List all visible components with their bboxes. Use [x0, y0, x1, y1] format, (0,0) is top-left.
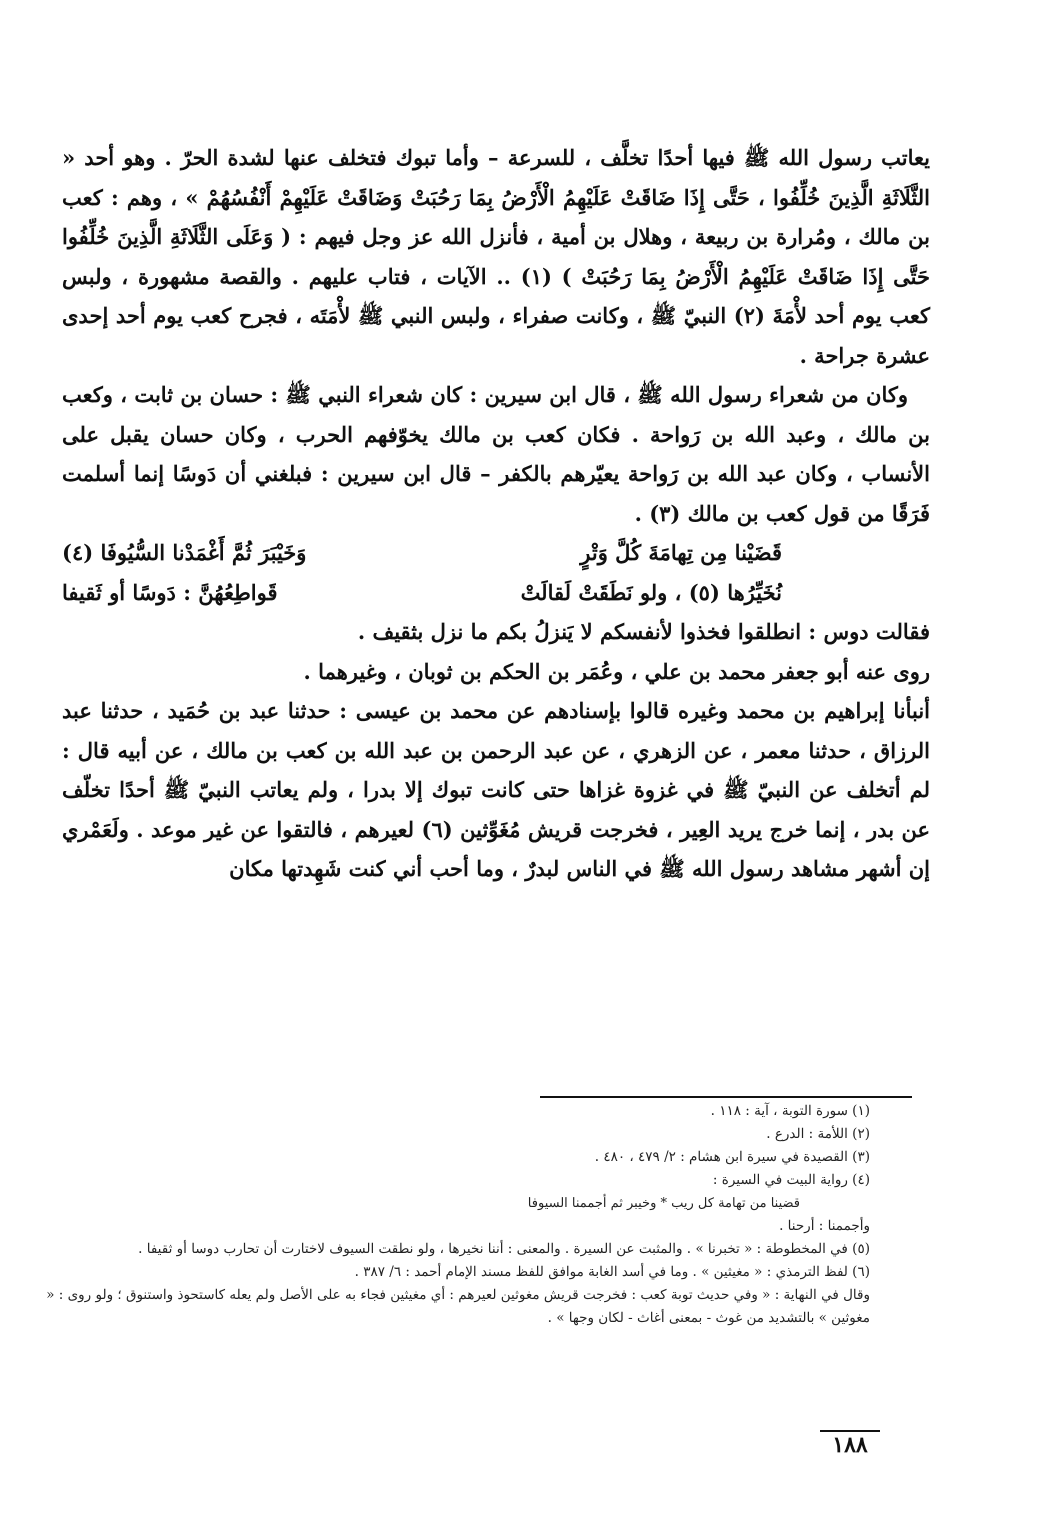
paragraph-4: روى عنه أبو جعفر محمد بن علي ، وعُمَر بن الحكم بن ثوبان ، وغيرهما .	[303, 658, 930, 684]
verse-2-second-hemistich: قَواطِعُهُنَّ : دَوسًا أو ثَقيفا	[62, 579, 278, 605]
main-text	[62, 138, 930, 889]
footnote-4-note: وأجممنا : أرحنا .	[779, 1218, 870, 1234]
paragraph-1: يعاتب رسول الله ﷺ فيها أحدًا تخلَّف ، للسرعة – وأما تبوك فتخلف عنها لشدة الحرّ . وهو أحد « الثَّلَاثَةِ الَّذِينَ خُلِّفُوا ، حَتَّى إِذَا ضَاقَتْ عَلَيْهِمُ الْأَرْضُ بِمَا رَحُبَتْ وَضَاقَتْ عَلَيْهِمْ أَنْفُسُهُمْ » ، وهم : كعب بن مالك ، ومُرارة بن ربيعة ، وهلال بن أمية ، فأنزل الله عز وجل فيهم : ( وَعَلَى الثَّلَاثَةِ الَّذِينَ خُلِّفُوا حَتَّى إِذَا ضَاقَتْ عَلَيْهِمُ الْأَرْضُ بِمَا رَحُبَتْ ) (١) .. الآيات ، فتاب عليهم . والقصة مشهورة ، ولبس كعب يوم أحد لأْمَةَ (٢) النبيّ ﷺ ، وكانت صفراء ، ولبس النبي ﷺ لأْمَتَه ، فجرح كعب يوم أحد إحدى عشرة جراحة .	[62, 145, 930, 368]
verse-1-second-hemistich: وَخَيْبَرَ ثُمَّ أَغْمَدْنا السُّيُوفَا (٤)	[62, 540, 307, 565]
paragraph-2: وكان من شعراء رسول الله ﷺ ، قال ابن سيرين : كان شعراء النبي ﷺ : حسان بن ثابت ، وكعب بن مالك ، وعبد الله بن رَواحة . فكان كعب بن مالك يخوّفهم الحرب ، وكان حسان يقبل على الأنساب ، وكان عبد الله بن رَواحة يعيّرهم بالكفر – قال ابن سيرين : فبلغني أن دَوسًا إنما أسلمت فَرَقًا من قول كعب بن مالك (٣) .	[62, 382, 930, 526]
footnote-5: (٥) في المخطوطة : « تخبرنا » . والمثبت عن السيرة . والمعنى : أننا نخيرها ، ولو نطقت السيوف لاختارت أن تحارب دوسا أو ثقيفا .	[138, 1241, 870, 1257]
footnotes	[30, 1100, 870, 1330]
footnote-4-verse: قضينا من تهامة كل ريب * وخيبر ثم أجممنا السيوفا	[527, 1196, 800, 1211]
footnote-6: (٦) لفظ الترمذي : « مغيثين » . وما في أسد الغابة موافق للفظ مسند الإمام أحمد : ٦/ ٣٨٧ .	[354, 1264, 870, 1280]
footnote-6-continued: وقال في النهاية : « وفي حديث توبة كعب : فخرجت قريش مغوثين لعيرهم : أي مغيثين فجاء به على الأصل ولم يعله كاستحوذ واستنوق ؛ ولو روى : « مغوثين » بالتشديد من غوث - بمعنى أغاث - لكان وجها » .	[46, 1287, 870, 1326]
verse-line-2	[62, 573, 782, 613]
footnote-divider	[540, 1096, 912, 1098]
paragraph-5: أنبأنا إبراهيم بن محمد وغيره قالوا بإسنادهم عن محمد بن عيسى : حدثنا عبد بن حُمَيد ، حدثنا عبد الرزاق ، حدثنا معمر ، عن الزهري ، عن عبد الرحمن بن عبد الله بن كعب بن مالك ، عن أبيه قال : لم أتخلف عن النبيّ ﷺ في غزوة غزاها حتى كانت تبوك إلا بدرا ، ولم يعاتب النبيّ ﷺ أحدًا تخلّف عن بدر ، إنما خرج يريد العِير ، فخرجت قريش مُغَوِّثين (٦) لعيرهم ، فالتقوا عن غير موعد . ولَعَمْري إن أشهر مشاهد رسول الله ﷺ في الناس لبدرٌ ، وما أحب أني كنت شَهِدتها مكان	[62, 698, 931, 881]
poem	[62, 533, 902, 612]
page-number: ١٨٨	[820, 1430, 880, 1458]
verse-line-1	[62, 533, 782, 573]
footnote-2: (٢) اللأمة : الدرع .	[766, 1126, 870, 1142]
footnote-1: (١) سورة التوبة ، آية : ١١٨ .	[710, 1103, 870, 1119]
verse-1-first-hemistich: قَضَيْنا مِن تِهامَةَ كُلَّ وَتْرٍ	[580, 540, 782, 565]
footnote-4: (٤) رواية البيت في السيرة :	[712, 1172, 870, 1188]
verse-2-first-hemistich: نُخَيِّرُها (٥) ، ولو نَطَقَتْ لَقالَتْ	[520, 579, 782, 605]
paragraph-3: فقالت دوس : انطلقوا فخذوا لأنفسكم لا يَنزلُ بكم ما نزل بثقيف .	[357, 619, 930, 644]
footnote-3: (٣) القصيدة في سيرة ابن هشام : ٢/ ٤٧٩ ، ٤٨٠ .	[594, 1149, 870, 1165]
